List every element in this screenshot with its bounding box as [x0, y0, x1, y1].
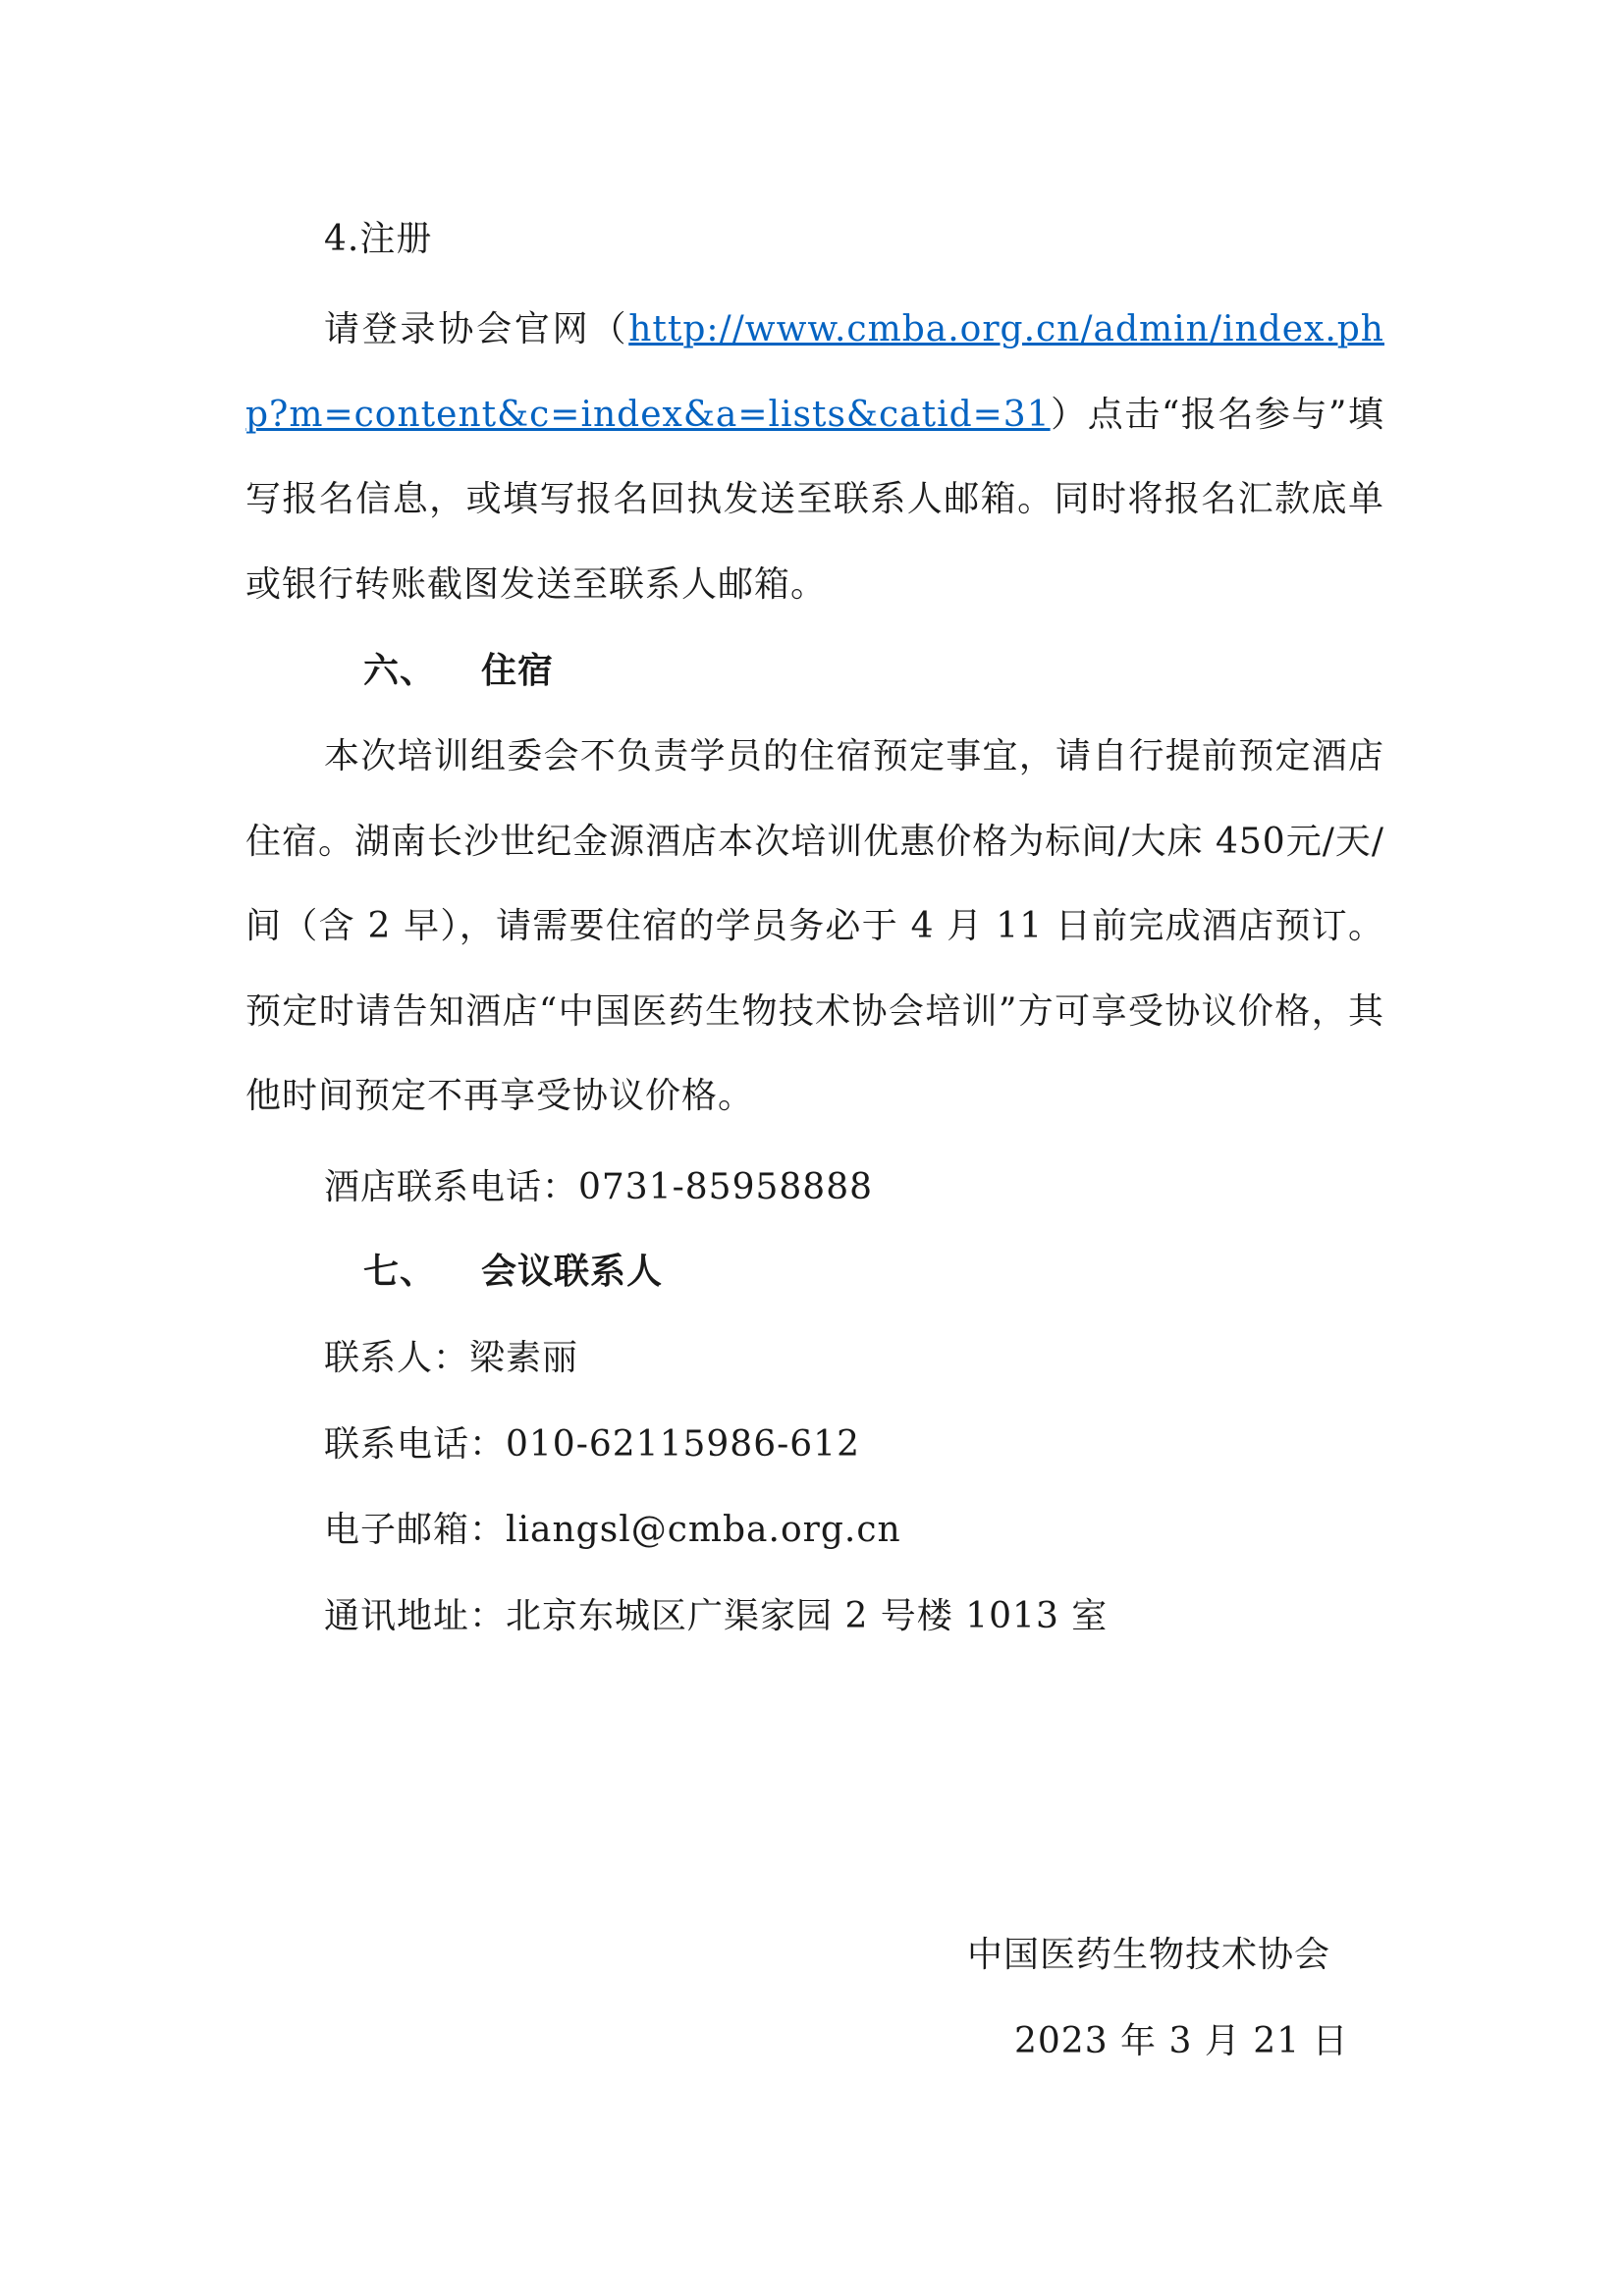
lodging-heading-number: 六、 [363, 651, 437, 691]
lodging-paragraph: 本次培训组委会不负责学员的住宿预定事宜，请自行提前预定酒店住宿。湖南长沙世纪金源酒店本次培训优惠价格为标间/大床 450元/天/间（含 2 早），请需要住宿的学员务必于 4 月 11 日前完成酒店预订。预定时请告知酒店“中国医药生物技术协会培训”方可享受协议价格，其他时间预定不再享受协议价格。 [245, 736, 1384, 1116]
contact-email: 电子邮箱：liangsl@cmba.org.cn [324, 1510, 901, 1550]
lodging-heading [363, 650, 554, 693]
lodging-heading-title: 住宿 [481, 651, 555, 691]
register-text-before-link: 请登录协会官网（ [324, 309, 629, 349]
register-subheading: 4.注册 [324, 219, 433, 259]
signature-organization: 中国医药生物技术协会 [967, 1935, 1331, 1975]
contact-address: 通讯地址：北京东城区广渠家园 2 号楼 1013 室 [324, 1596, 1109, 1636]
register-text-after-link: ）点击“报名参与”填写报名信息，或填写报名回执发送至联系人邮箱。同时将报名汇款底单或银行转账截图发送至联系人邮箱。 [245, 394, 1384, 605]
register-paragraph [245, 288, 1384, 627]
signature-date: 2023 年 3 月 21 日 [1014, 2021, 1349, 2061]
contact-heading [363, 1251, 663, 1294]
contact-phone: 联系电话：010-62115986-612 [324, 1424, 860, 1465]
contact-person: 联系人：梁素丽 [324, 1338, 579, 1378]
contact-heading-number: 七、 [363, 1252, 437, 1292]
website-link[interactable]: http://www.cmba.org.cn/admin/index.php?m=content&c=index&a=lists&catid=31 [245, 309, 1384, 435]
hotel-phone: 酒店联系电话：0731-85958888 [324, 1167, 874, 1207]
contact-heading-title: 会议联系人 [481, 1252, 664, 1292]
